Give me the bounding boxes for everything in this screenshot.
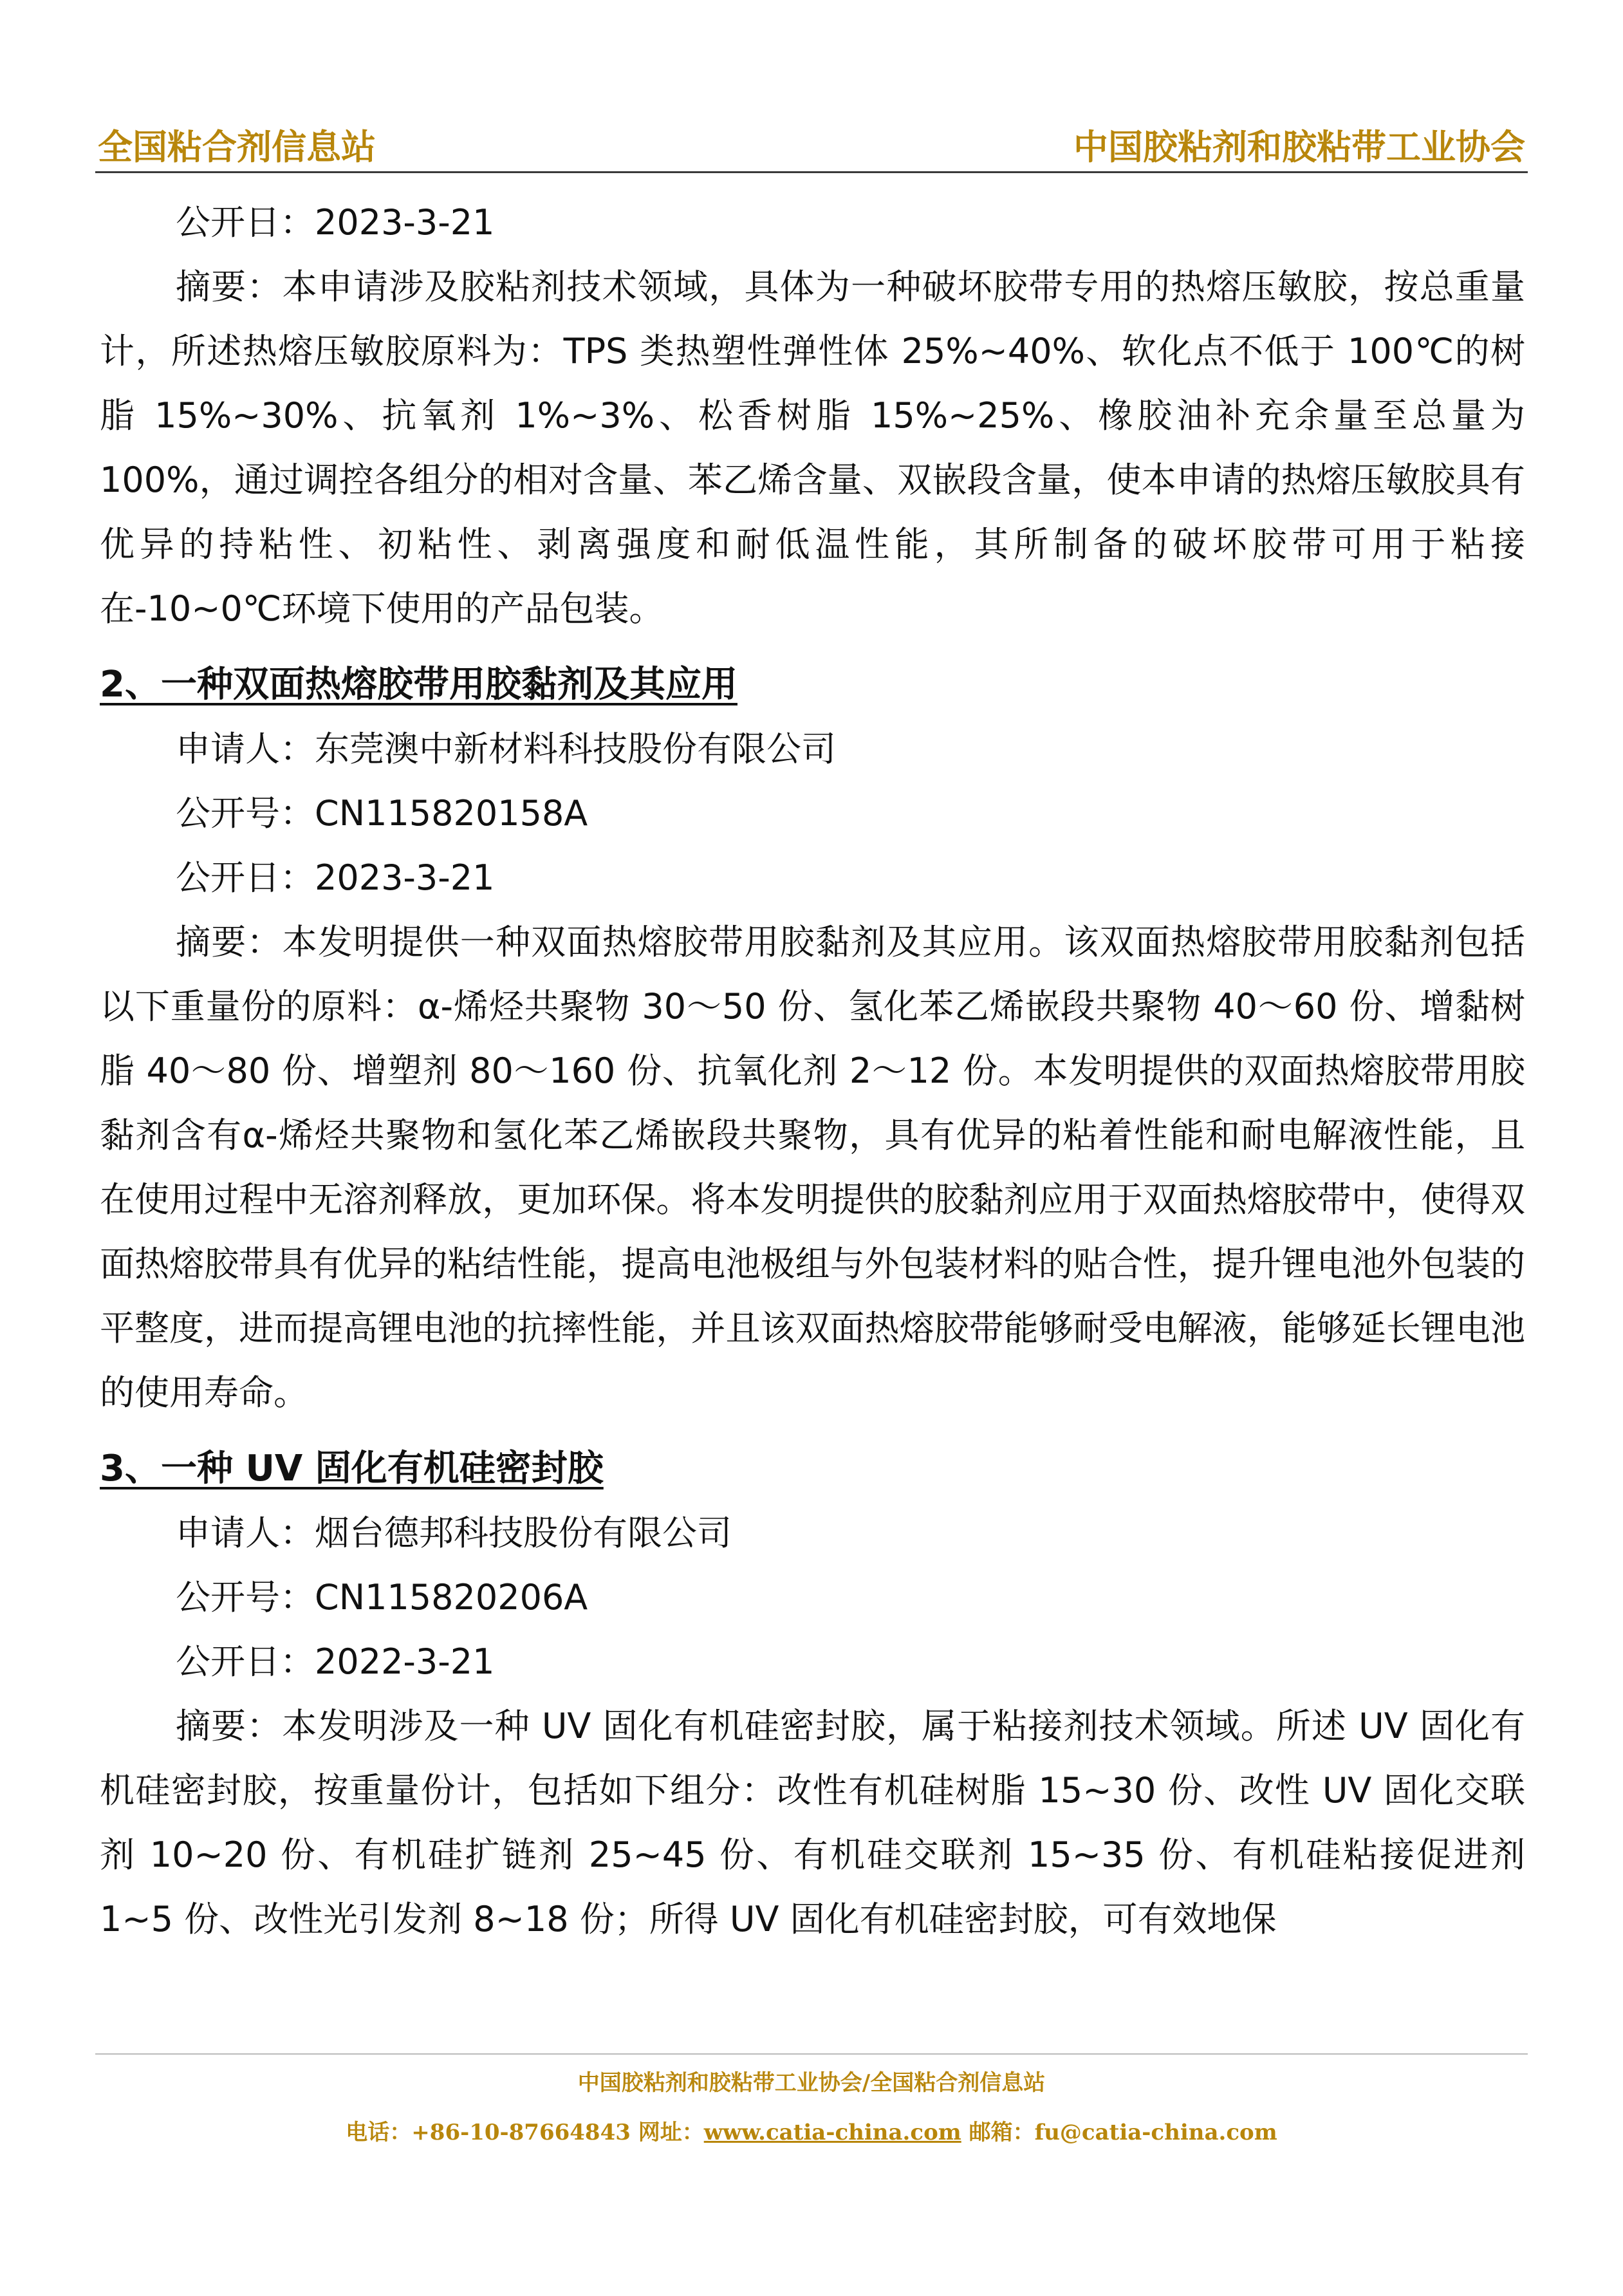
pub-number: 公开号：CN115820158A (176, 793, 588, 834)
applicant: 申请人：烟台德邦科技股份有限公司 (176, 1513, 732, 1553)
abstract: 摘要：本申请涉及胶粘剂技术领域，具体为一种破坏胶带专用的热熔压敏胶，按总重量计，所述热熔压敏胶原料为：TPS 类热塑性弹性体 25%~40%、软化点不低于 100℃的树脂 15%~30%、抗氧剂 1%~3%、松香树脂 15%~25%、橡胶油补充余量至总量为 100%，通过调控各组分的相对含量、苯乙烯含量、双嵌段含量，使本申请的热熔压敏胶具有优异的持粘性、初粘性、剥离强度和耐低温性能，其所制备的破坏胶带可用于粘接在-10~0℃环境下使用的产品包装。 (100, 266, 1525, 629)
footer-website-link[interactable]: www.catia-china.com (703, 2120, 961, 2145)
section-title: 2、一种双面热熔胶带用胶黏剂及其应用 (100, 664, 737, 705)
pub-date: 公开日：2023-3-21 (176, 857, 495, 898)
section-title: 3、一种 UV 固化有机硅密封胶 (100, 1448, 604, 1489)
applicant: 申请人：东莞澳中新材料科技股份有限公司 (176, 729, 836, 769)
footer-email: 邮箱：fu@catia-china.com (961, 2120, 1277, 2145)
header-right-title: 中国胶粘剂和胶粘带工业协会 (1073, 126, 1525, 167)
pub-date: 公开日：2023-3-21 (176, 202, 495, 243)
document-body (100, 191, 1525, 1952)
footer-divider (95, 2053, 1528, 2055)
abstract: 摘要：本发明涉及一种 UV 固化有机硅密封胶，属于粘接剂技术领域。所述 UV 固化有机硅密封胶，按重量份计，包括如下组分：改性有机硅树脂 15~30 份、改性 UV 固化交联剂 10~20 份、有机硅扩链剂 25~45 份、有机硅交联剂 15~35 份、有机硅粘接促进剂 1~5 份、改性光引发剂 8~18 份；所得 UV 固化有机硅密封胶，可有效地保 (100, 1706, 1525, 1939)
pub-number: 公开号：CN115820206A (176, 1577, 588, 1618)
footer-org: 中国胶粘剂和胶粘带工业协会/全国粘合剂信息站 (577, 2070, 1046, 2096)
footer-contact (0, 2114, 1623, 2146)
abstract: 摘要：本发明提供一种双面热熔胶带用胶黏剂及其应用。该双面热熔胶带用胶黏剂包括以下重量份的原料：α-烯烃共聚物 30～50 份、氢化苯乙烯嵌段共聚物 40～60 份、增黏树脂 40～80 份、增塑剂 80～160 份、抗氧化剂 2～12 份。本发明提供的双面热熔胶带用胶黏剂含有α-烯烃共聚物和氢化苯乙烯嵌段共聚物，具有优异的粘着性能和耐电解液性能，且在使用过程中无溶剂释放，更加环保。将本发明提供的胶黏剂应用于双面热熔胶带中，使得双面热熔胶带具有优异的粘结性能，提高电池极组与外包装材料的贴合性，提升锂电池外包装的平整度，进而提高锂电池的抗摔性能，并且该双面热熔胶带能够耐受电解液，能够延长锂电池的使用寿命。 (100, 922, 1525, 1413)
pub-date: 公开日：2022-3-21 (176, 1641, 495, 1682)
footer-phone: 电话：+86-10-87664843 网址： (346, 2120, 704, 2145)
header-left-title: 全国粘合剂信息站 (98, 126, 376, 167)
page-header (95, 113, 1528, 173)
